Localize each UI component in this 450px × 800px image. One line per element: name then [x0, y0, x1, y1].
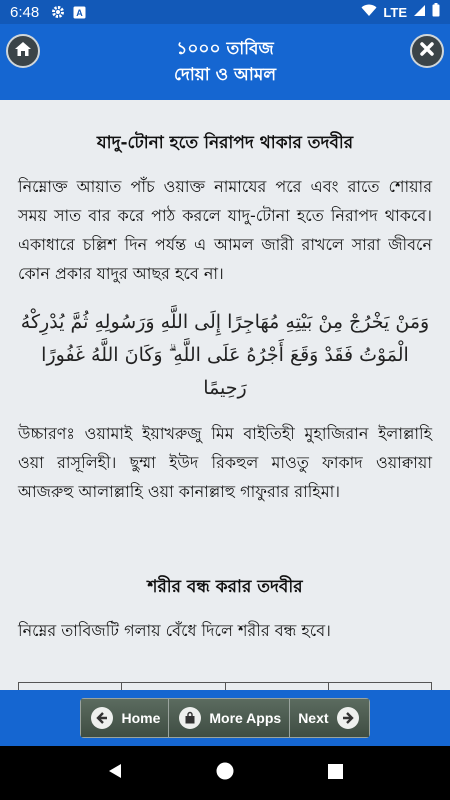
app-subtitle: দোয়া ও আমল	[174, 65, 276, 85]
home-circle-icon[interactable]	[215, 761, 235, 785]
content-area[interactable]	[0, 100, 450, 690]
back-icon[interactable]	[106, 762, 124, 784]
gear-icon	[51, 5, 65, 19]
a-icon	[73, 6, 86, 19]
more-apps-button[interactable]	[169, 699, 290, 737]
wifi-icon	[361, 4, 377, 21]
section-paragraph-body-protection: নিম্নের তাবিজটি গলায় বেঁধে দিলে শরীর বন্ধ হবে।	[18, 621, 331, 640]
status-bar	[0, 0, 450, 24]
nav-button-group	[80, 698, 369, 738]
section-heading-black-magic: যাদু-টোনা হতে নিরাপদ থাকার তদবীর	[96, 133, 354, 153]
arabic-verse: وَمَنْ يَخْرُجْ مِنْ بَيْتِهِ مُهَاجِرًا إِلَى اللَّهِ وَرَسُولِهِ ثُمَّ يُدْرِكْهُ الْمَوْتُ فَقَدْ وَقَعَ أَجْرُهُ عَلَى اللَّهِ ۗ وَكَانَ اللَّهُ غَفُورًا رَحِيمًا	[20, 311, 430, 399]
next-button[interactable]	[290, 699, 368, 737]
recents-icon[interactable]	[327, 763, 344, 784]
close-icon	[419, 41, 435, 61]
next-label: Next	[298, 710, 329, 726]
more-apps-label: More Apps	[209, 710, 282, 726]
section-paragraph-black-magic: নিম্নোক্ত আয়াত পাঁচ ওয়াক্ত নামাযের পরে এবং রাতে শোয়ার সময় সাত বার করে পাঠ করলে যাদু-টোনা হতে নিরাপদ থাকবে। একাধারে চল্লিশ দিন পর্যন্ত এ আমল জারী রাখলে সারা জীবনে কোন প্রকার যাদুর আছর হবে না।	[18, 177, 432, 283]
signal-icon	[413, 4, 426, 21]
battery-icon	[432, 3, 440, 21]
shopping-bag-icon	[179, 707, 201, 729]
section-heading-body-protection: শরীর বন্ধ করার তদবীর	[147, 577, 303, 597]
arrow-right-icon	[337, 707, 359, 729]
status-time: 6:48	[10, 3, 40, 21]
svg-text:A: A	[76, 7, 83, 18]
network-type: LTE	[383, 4, 407, 20]
home-nav-button[interactable]	[81, 699, 169, 737]
app-header	[0, 24, 450, 100]
bottom-toolbar	[0, 690, 450, 746]
app-title: ১০০০ তাবিজ	[176, 39, 274, 59]
home-nav-label: Home	[121, 710, 161, 726]
android-nav-bar	[0, 746, 450, 800]
close-button[interactable]	[410, 34, 444, 68]
arrow-left-icon	[91, 707, 113, 729]
pronunciation-text: উচ্চারণঃ ওয়ামাই ইয়াখরুজু মিম বাইতিহী মুহাজিরান ইলাল্লাহি ওয়া রাসূলিহী। ছুম্মা ইউদ রিকহুল মাওতু ফাকাদ ওয়াক্বায়া আজরুহু আলাল্লাহি ওয়া কানাল্লাহু গাফুরার রাহিমা।	[18, 424, 432, 501]
